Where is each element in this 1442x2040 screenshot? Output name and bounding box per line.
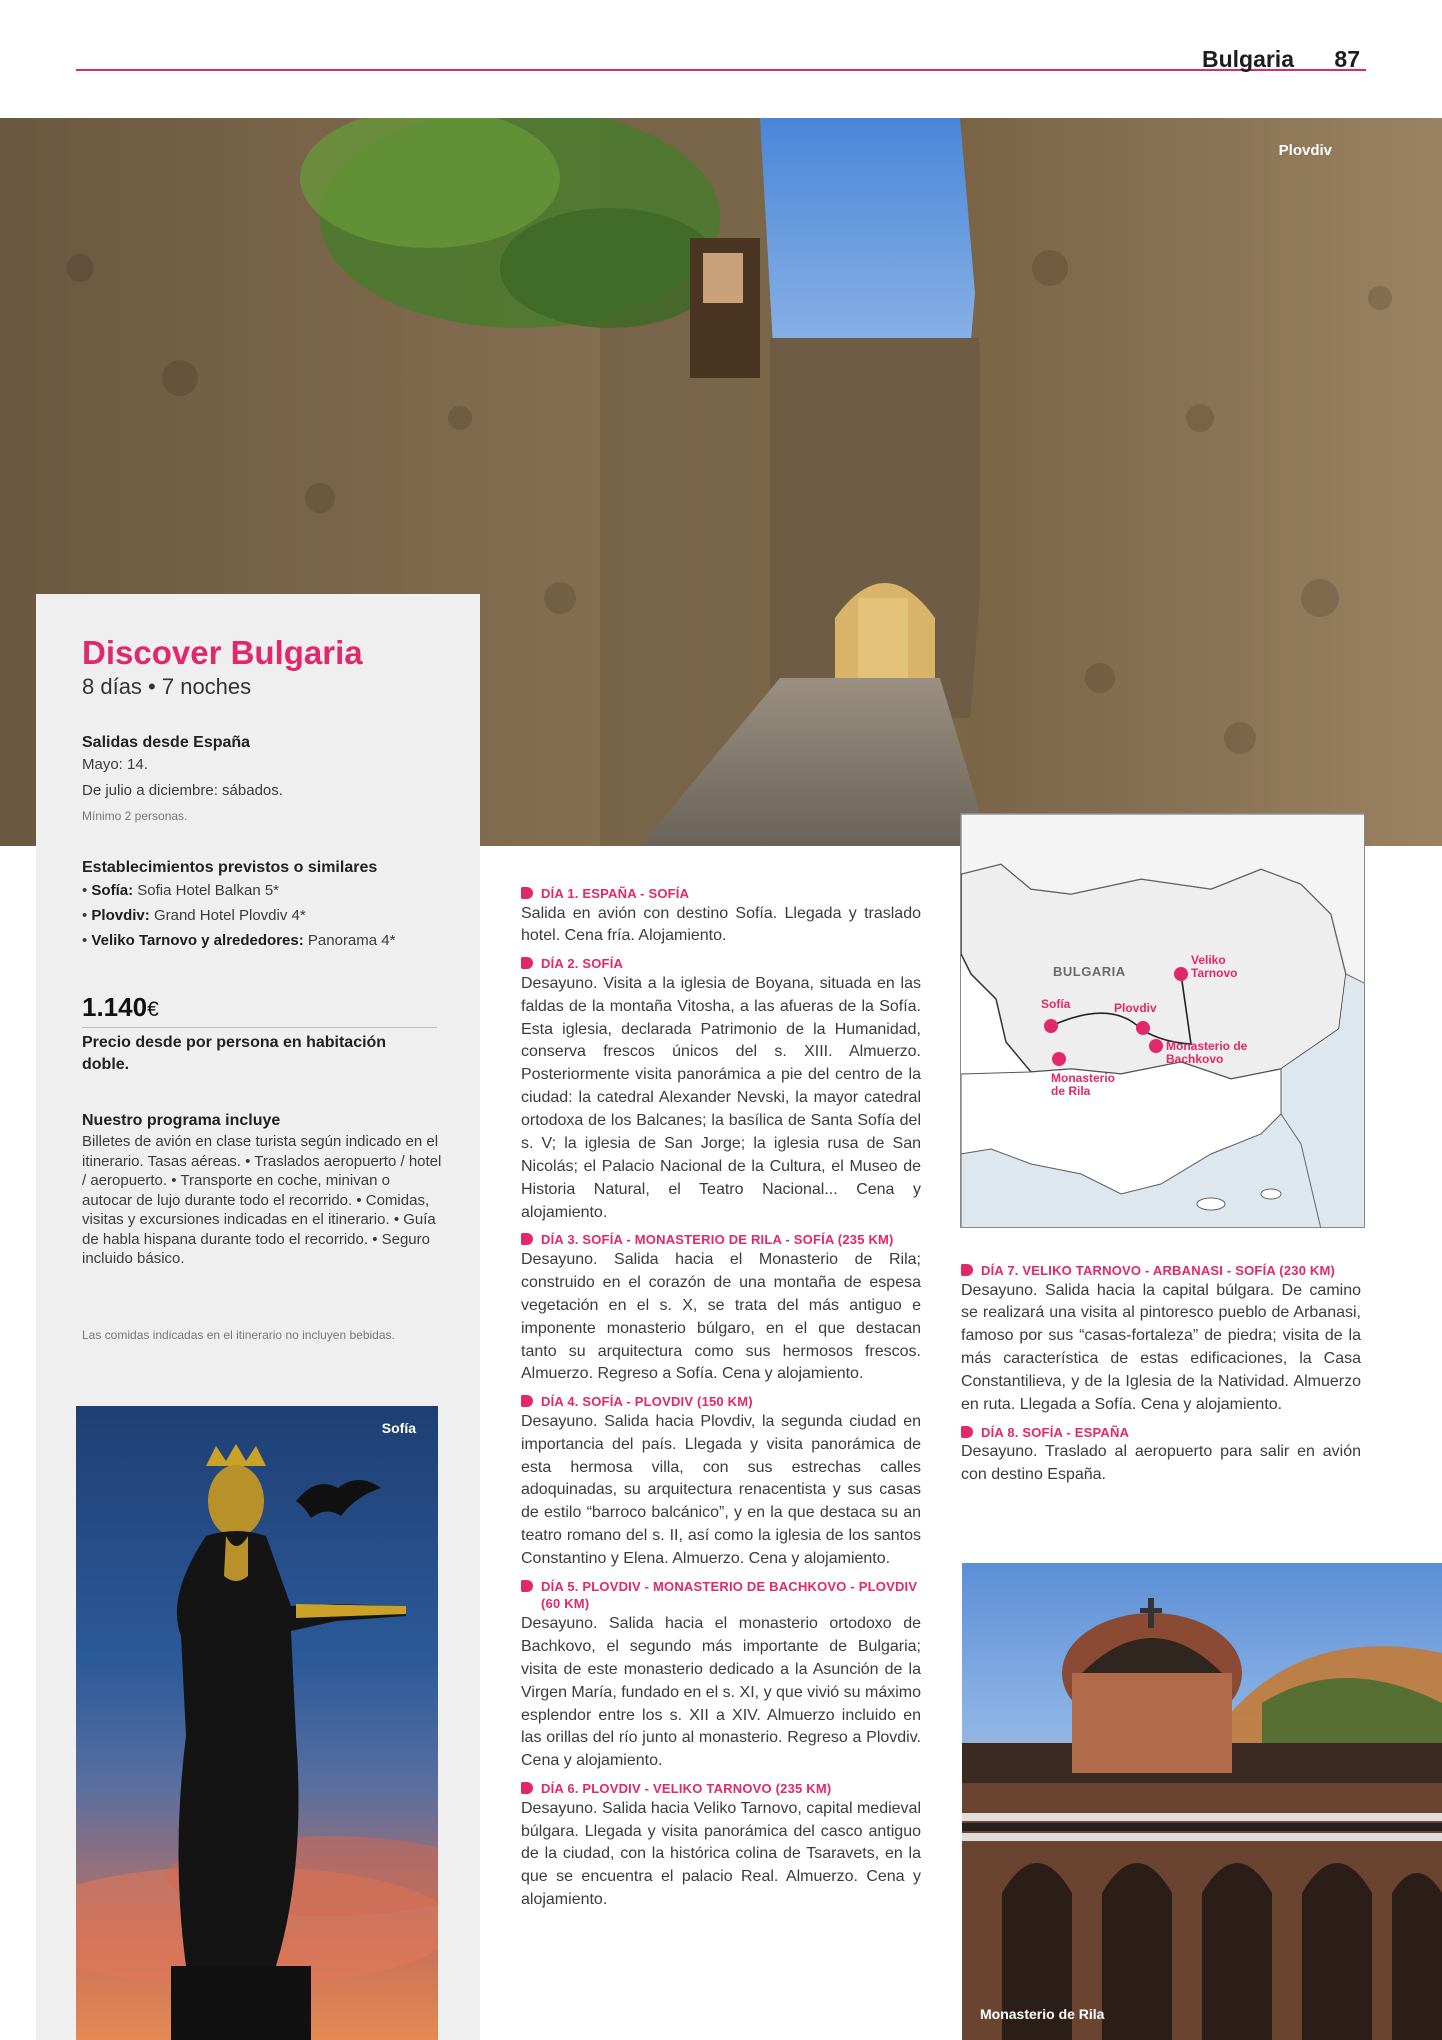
- map-country-label: BULGARIA: [1053, 964, 1126, 979]
- price-amount: 1.140: [82, 992, 148, 1022]
- map-label-bachkovo: Monasterio de Bachkovo: [1166, 1039, 1248, 1067]
- departures-note: Mínimo 2 personas.: [82, 808, 188, 823]
- program-text: Billetes de avión en clase turista según indicado en el itinerario. Tasas aéreas. • Traslados aeropuerto / hotel / aeropuerto. • Transporte en coche, minivan o autocar de lujo durante todo el recorrido. • Comidas, visitas y excursiones indicadas en el itinerario. • Guía de habla hispana durante todo el recorrido. • Seguro incluido básico.: [82, 1133, 442, 1267]
- page-number: 87: [1334, 46, 1360, 72]
- day-heading: [521, 885, 921, 903]
- day-marker-icon: [521, 1395, 533, 1407]
- day-heading: [521, 1393, 921, 1411]
- price-value: [82, 992, 442, 1023]
- day-title: DÍA 2. SOFÍA: [541, 956, 624, 972]
- day-title: DÍA 3. SOFÍA - MONASTERIO DE RILA - SOFÍA (235 KM): [541, 1232, 894, 1248]
- day-heading: [521, 1231, 921, 1249]
- trip-duration: 8 días • 7 noches: [82, 674, 252, 699]
- day-text: Desayuno. Traslado al aeropuerto para salir en avión con destino España.: [961, 1443, 1361, 1484]
- day-title: DÍA 6. PLOVDIV - VELIKO TARNOVO (235 KM): [541, 1781, 832, 1797]
- header-rule: [76, 69, 1366, 71]
- rila-caption: Monasterio de Rila: [980, 2006, 1105, 2022]
- map-label-rila: Monasterio de Rila: [1051, 1071, 1116, 1099]
- sofia-statue-photo: [76, 1406, 438, 2040]
- rila-illustration: [962, 1563, 1442, 2040]
- program-heading: Nuestro programa incluye: [82, 1112, 281, 1129]
- day-heading: [961, 1424, 1361, 1442]
- day-text: Desayuno. Salida hacia Plovdiv, la segunda ciudad en importancia del país. Llegada y visita panorámica de esta hermosa villa, con sus estrechas calles adoquinadas, su arquitectura renacentista y sus casas de estilo “barroco balcánico”, y en la que destaca su an teatro romano del s. II, así como la iglesia de los santos Constantino y Elena. Almuerzo. Cena y alojamiento.: [521, 1412, 921, 1568]
- day-text: Desayuno. Salida hacia Veliko Tarnovo, capital medieval búlgara. Llegada y visita panorámica del casco antiguo de la ciudad, con la histórica colina de Tsaravets, en la que se encuentra el palacio Real. Almuerzo. Cena y alojamiento.: [521, 1799, 921, 1909]
- map-label-sofia: Sofía: [1041, 997, 1071, 1011]
- itinerary-day: [521, 885, 921, 948]
- section-title: Bulgaria: [1201, 46, 1294, 72]
- hero-caption: Plovdiv: [1278, 142, 1332, 159]
- day-heading: [961, 1262, 1361, 1280]
- hotel-name: Sofia Hotel Balkan 5*: [137, 882, 280, 899]
- day-text: Desayuno. Salida hacia el Monasterio de Rila; construido en el corazón de una montaña de espesa vegetación en el s. X, se trata del más antiguo e imponente monasterio búlgaro, en el que destacan tanto su arquitectura como sus hermosos frescos. Almuerzo. Regreso a Sofía. Cena y alojamiento.: [521, 1251, 921, 1383]
- itinerary-day: [521, 1231, 921, 1386]
- day-marker-icon: [521, 1580, 533, 1592]
- day-title: DÍA 8. SOFÍA - ESPAÑA: [981, 1424, 1130, 1440]
- hotels-block: [82, 859, 442, 954]
- map-label-veliko: Veliko Tarnovo: [1191, 953, 1238, 981]
- itinerary-day: [961, 1424, 1361, 1487]
- city-dot-plovdiv: [1136, 1021, 1150, 1035]
- day-title: DÍA 4. SOFÍA - PLOVDIV (150 KM): [541, 1394, 753, 1410]
- departures-line: De julio a diciembre: sábados.: [82, 781, 283, 799]
- city-dot-rila: [1052, 1052, 1066, 1066]
- price-divider: [82, 1027, 437, 1028]
- day-text: Desayuno. Visita a la iglesia de Boyana, situada en las faldas de la montaña Vitosha, a las afueras de la Sofía. Esta iglesia, declarada Patrimonio de la Humanidad, conserva frescos únicos del s. XIII. Almuerzo. Posteriormente visita panorámica a pie del centro de la ciudad: la catedral Alexander Nevski, la mayor catedral ortodoxa de los Balcanes; la basílica de Santa Sofía del s. V; la iglesia de San Jorge; la iglesia rusa de San Nicolás; el Palacio Nacional de la Cultura, el Museo de Historia Natural, el Teatro Nacional... Cena y alojamiento.: [521, 974, 921, 1221]
- hotels-heading: Establecimientos previstos o similares: [82, 859, 378, 876]
- bulgaria-map: [961, 814, 1365, 1228]
- day-title: DÍA 7. VELIKO TARNOVO - ARBANASI - SOFÍA (230 KM): [981, 1263, 1336, 1278]
- departures-heading: Salidas desde España: [82, 734, 251, 751]
- itinerary-day: [521, 1780, 921, 1912]
- day-heading: [521, 1780, 921, 1798]
- hotel-item: • Plovdiv: Grand Hotel Plovdiv 4*: [82, 906, 306, 924]
- departures-block: [82, 734, 442, 823]
- meals-footnote: Las comidas indicadas en el itinerario no incluyen bebidas.: [82, 1328, 395, 1342]
- itinerary-day: [521, 1578, 921, 1773]
- itinerary-day: [521, 1393, 921, 1571]
- day-marker-icon: [521, 957, 533, 969]
- day-marker-icon: [521, 1782, 533, 1794]
- city-dot-bachkovo: [1149, 1039, 1163, 1053]
- program-block: [82, 1112, 442, 1269]
- city-dot-sofia: [1044, 1019, 1058, 1033]
- hotel-name: Panorama 4*: [307, 931, 396, 949]
- day-text: Desayuno. Salida hacia la capital búlgara. De camino se realizará una visita al pintoresco pueblo de Arbanasi, famoso por sus “casas-fortaleza” de piedra; visita de la más característica de estas edificaciones, la Casa Constantilieva, y de la Iglesia de la Natividad. Almuerzo en ruta. Llegada a Sofía. Cena y alojamiento.: [961, 1281, 1361, 1413]
- itinerary-day: [961, 1262, 1361, 1417]
- day-marker-icon: [961, 1426, 973, 1438]
- day-marker-icon: [521, 887, 533, 899]
- itinerary-day: [521, 955, 921, 1224]
- day-title: DÍA 1. ESPAÑA - SOFÍA: [541, 886, 690, 901]
- day-text: Salida en avión con destino Sofía. Llegada y traslado hotel. Cena fría. Alojamiento.: [521, 904, 921, 945]
- city-dot-veliko: [1174, 967, 1188, 981]
- day-heading: [521, 955, 921, 973]
- hotel-item: • Sofía: Sofia Hotel Balkan 5*: [82, 882, 280, 899]
- price-block: [82, 992, 442, 1075]
- hotel-city: Sofía:: [91, 882, 134, 899]
- departures-line: Mayo: 14.: [82, 756, 148, 773]
- itinerary-column-1: [521, 885, 921, 1919]
- day-marker-icon: [521, 1233, 533, 1245]
- day-marker-icon: [961, 1264, 973, 1276]
- sofia-caption: Sofía: [381, 1420, 416, 1436]
- sofia-illustration: [76, 1406, 438, 2040]
- hotel-name: Grand Hotel Plovdiv 4*: [153, 906, 306, 924]
- price-currency: €: [147, 998, 159, 1021]
- hotels-list: [82, 879, 442, 954]
- price-description: Precio desde por persona en habitación doble.: [82, 1034, 387, 1073]
- page-header: [0, 0, 1442, 118]
- rila-monastery-photo: [962, 1563, 1442, 2040]
- hotel-city: Plovdiv:: [91, 906, 150, 924]
- itinerary-column-2: [961, 1262, 1361, 1494]
- map-label-plovdiv: Plovdiv: [1114, 1001, 1157, 1015]
- route-map: [960, 813, 1365, 1228]
- hotel-city: Veliko Tarnovo y alrededores:: [91, 931, 304, 949]
- hotel-item: • Veliko Tarnovo y alrededores: Panorama 4*: [82, 931, 396, 949]
- trip-title: Discover Bulgaria: [82, 634, 363, 671]
- day-title: DÍA 5. PLOVDIV - MONASTERIO DE BACHKOVO - PLOVDIV (60 KM): [541, 1578, 918, 1612]
- day-text: Desayuno. Salida hacia el monasterio ortodoxo de Bachkovo, el segundo más importante de Bulgaria; visita de este monasterio dedicado a la Asunción de la Virgen María, fundado en el s. XI, y que vivió su máximo esplendor entre los s. XII a XIV. Almuerzo incluido en las orillas del río junto al monasterio. Regreso a Plovdiv. Cena y alojamiento.: [521, 1615, 921, 1770]
- day-heading: [521, 1578, 921, 1613]
